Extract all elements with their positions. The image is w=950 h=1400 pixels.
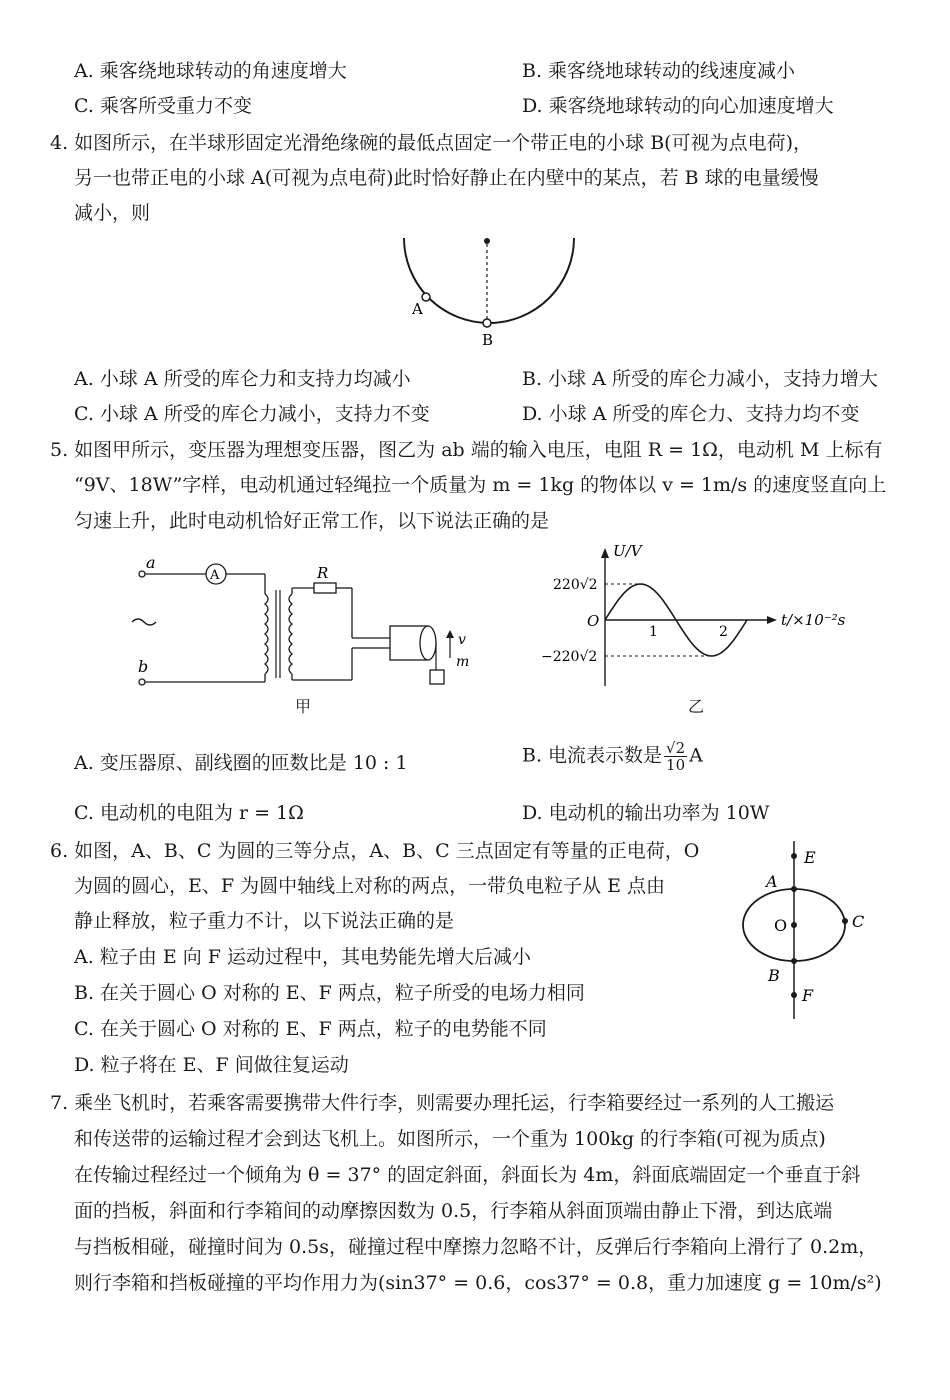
q4-stem-line2: 另一也带正电的小球 A(可视为点电荷)此时恰好静止在内壁中的某点，若 B 球的电量缓慢 — [74, 167, 819, 189]
q7-stem-line6: 则行李箱和挡板碰撞的平均作用力为(sin37° = 0.6，cos37° = 0.8，重力加速度 g = 10m/s²) — [74, 1272, 882, 1294]
q6-option-c: C. 在关于圆心 O 对称的 E、F 两点，粒子的电势能不同 — [74, 1018, 547, 1040]
secondary-coil — [289, 594, 292, 674]
q5-stem-line2: “9V、18W”字样，电动机通过轻绳拉一个质量为 m = 1kg 的物体以 v = 1m/s 的速度竖直向上 — [74, 474, 887, 496]
q5-figure1-caption: 甲 — [295, 697, 312, 716]
ac-source-symbol — [132, 619, 156, 625]
charge-c — [842, 918, 848, 924]
q3-option-c: C. 乘客所受重力不变 — [74, 95, 252, 117]
q3-option-b: B. 乘客绕地球转动的线速度减小 — [522, 60, 796, 82]
q5-option-b-fraction — [664, 740, 687, 773]
q5-voltage-graph — [535, 540, 865, 690]
q7-stem-line5: 与挡板相碰，碰撞时间为 0.5s，碰撞过程中摩擦力忽略不计，反弹后行李箱向上滑行了 0.2m， — [74, 1236, 878, 1258]
q4-option-b: B. 小球 A 所受的库仑力减小，支持力增大 — [522, 368, 878, 390]
terminal-a-label: a — [146, 553, 156, 572]
tick-2-label: 2 — [719, 624, 728, 640]
terminal-a — [139, 571, 145, 577]
ball-b — [483, 319, 491, 327]
resistor — [314, 583, 336, 593]
q6-option-b: B. 在关于圆心 O 对称的 E、F 两点，粒子所受的电场力相同 — [74, 982, 585, 1004]
q4-stem-line3: 减小，则 — [74, 202, 151, 224]
q5-stem-line3: 匀速上升，此时电动机恰好正常工作，以下说法正确的是 — [74, 510, 550, 532]
q5-option-b-prefix: B. 电流表示数是 — [522, 744, 663, 767]
bowl-arc — [404, 238, 574, 323]
label-a: A — [766, 872, 778, 891]
label-f: F — [802, 986, 814, 1005]
terminal-b — [139, 679, 145, 685]
y-axis-label: U/V — [613, 542, 642, 560]
charge-a — [791, 886, 797, 892]
ymax-label: 220√2 — [553, 577, 598, 593]
bowl-center-dot — [484, 238, 490, 244]
q5-option-a: A. 变压器原、副线圈的匝数比是 10 : 1 — [74, 752, 408, 774]
fraction-numerator: √2 — [666, 739, 686, 757]
q5-option-b-unit: A — [689, 744, 703, 767]
origin-label: O — [587, 612, 600, 630]
q6-option-a: A. 粒子由 E 向 F 运动过程中，其电势能先增大后减小 — [74, 946, 532, 968]
q7-stem-line2: 和传送带的运输过程才会到达飞机上。如图所示，一个重为 100kg 的行李箱(可视为质点) — [74, 1128, 826, 1150]
q6-stem-line1: 6. 如图，A、B、C 为圆的三等分点，A、B、C 三点固定有等量的正电荷，O — [50, 840, 700, 862]
label-o: O — [774, 916, 788, 935]
mass-block — [430, 670, 444, 684]
label-c: C — [852, 912, 865, 931]
q6-stem-line3: 静止释放，粒子重力不计，以下说法正确的是 — [74, 910, 455, 932]
charge-b — [791, 958, 797, 964]
q5-stem-line1: 5. 如图甲所示，变压器为理想变压器，图乙为 ab 端的输入电压，电阻 R = 1Ω，电动机 M 上标有 — [50, 439, 883, 461]
q4-stem-line1: 4. 如图所示，在半球形固定光滑绝缘碗的最低点固定一个带正电的小球 B(可视为点电荷)， — [50, 132, 812, 154]
center-o — [791, 922, 797, 928]
ymin-label: −220√2 — [541, 649, 598, 665]
q5-figure2-caption: 乙 — [688, 697, 705, 716]
point-e — [791, 853, 797, 859]
label-e: E — [804, 848, 816, 867]
q7-stem-line4: 面的挡板，斜面和行李箱间的动摩擦因数为 0.5，行李箱从斜面顶端由静止下滑，到达底端 — [74, 1200, 833, 1222]
q4-option-c: C. 小球 A 所受的库仑力减小，支持力不变 — [74, 403, 430, 425]
q5-option-b — [522, 740, 703, 773]
fraction-denominator: 10 — [666, 756, 686, 774]
q3-option-a: A. 乘客绕地球转动的角速度增大 — [74, 60, 347, 82]
primary-coil — [265, 594, 268, 674]
resistor-label: R — [317, 564, 329, 582]
q5-option-c: C. 电动机的电阻为 r = 1Ω — [74, 802, 304, 824]
q6-stem-line2: 为圆的圆心，E、F 为圆中轴线上对称的两点，一带负电粒子从 E 点由 — [74, 875, 666, 897]
ammeter-label: A — [210, 568, 220, 583]
label-a: A — [412, 300, 423, 318]
q7-stem-line1: 7. 乘坐飞机时，若乘客需要携带大件行李，则需要办理托运，行李箱要经过一系列的人工搬运 — [50, 1092, 835, 1114]
mass-label: m — [456, 654, 470, 670]
label-b: B — [768, 966, 780, 985]
q6-ring-figure — [730, 835, 880, 1025]
q6-option-d: D. 粒子将在 E、F 间做往复运动 — [74, 1054, 349, 1076]
label-b: B — [482, 331, 494, 349]
q4-bowl-figure — [390, 232, 590, 352]
point-f — [791, 992, 797, 998]
q4-option-d: D. 小球 A 所受的库仑力、支持力均不变 — [522, 403, 860, 425]
x-axis-label: t/×10⁻²s — [781, 611, 846, 629]
q4-option-a: A. 小球 A 所受的库仑力和支持力均减小 — [74, 368, 411, 390]
tick-1-label: 1 — [649, 624, 658, 640]
velocity-label: v — [458, 632, 466, 648]
q3-option-d: D. 乘客绕地球转动的向心加速度增大 — [522, 95, 834, 117]
q5-option-d: D. 电动机的输出功率为 10W — [522, 802, 770, 824]
velocity-arrow — [446, 630, 454, 638]
terminal-b-label: b — [138, 657, 149, 676]
q7-stem-line3: 在传输过程经过一个倾角为 θ = 37° 的固定斜面，斜面长为 4m，斜面底端固定一个垂直于斜 — [74, 1164, 861, 1186]
ball-a — [422, 293, 430, 301]
